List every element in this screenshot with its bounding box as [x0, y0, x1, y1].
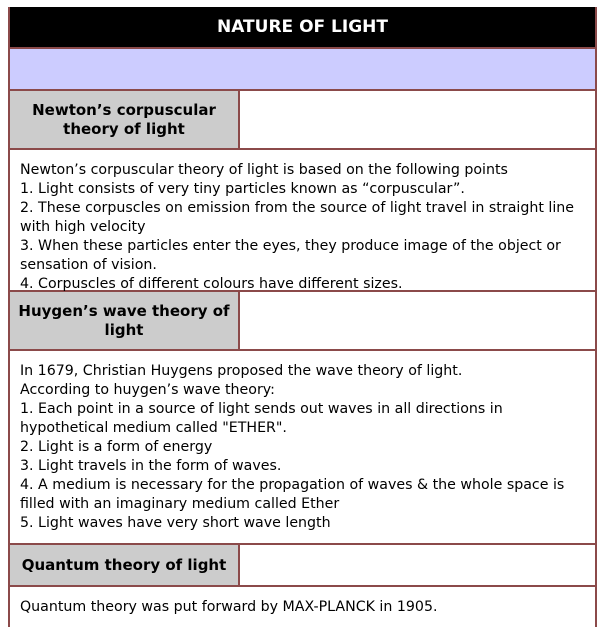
body-line: 2. Light is a form of energy — [20, 439, 213, 455]
body-line: In 1679, Christian Huygens proposed the wave theory of light. — [20, 363, 463, 379]
table-title: NATURE OF LIGHT — [10, 7, 595, 49]
section-body-quantum — [10, 587, 595, 627]
heading-line: light — [104, 320, 144, 339]
section-header-newton — [10, 91, 595, 150]
body-line: 3. When these particles enter the eyes, they produce image of the object or sensation of vision. — [20, 238, 561, 273]
section-body-huygen — [10, 351, 595, 545]
heading-line: Newton’s corpuscular — [32, 100, 216, 119]
body-line: 4. A medium is necessary for the propagation of waves & the whole space is filled with an imaginary medium called Ether — [20, 477, 565, 512]
section-heading-quantum — [10, 545, 240, 585]
blank-banner-row — [10, 49, 595, 91]
heading-line: Huygen’s wave theory of — [18, 301, 230, 320]
section-heading-newton — [10, 91, 240, 148]
body-line: 3. Light travels in the form of waves. — [20, 458, 282, 474]
heading-line: theory of light — [63, 119, 185, 138]
empty-cell — [240, 545, 595, 585]
section-body-newton — [10, 150, 595, 292]
body-line: 2. These corpuscles on emission from the source of light travel in straight line with high velocity — [20, 200, 575, 235]
nature-of-light-table — [8, 7, 597, 627]
body-line: According to huygen’s wave theory: — [20, 382, 275, 398]
body-line: 4. Corpuscles of different colours have different sizes. — [20, 276, 403, 292]
body-line: 1. Light consists of very tiny particles known as “corpuscular”. — [20, 181, 465, 197]
body-line: Quantum theory was put forward by MAX-PLANCK in 1905. — [20, 599, 438, 615]
section-heading-huygen — [10, 292, 240, 349]
section-header-quantum — [10, 545, 595, 587]
empty-cell — [240, 91, 595, 148]
empty-cell — [240, 292, 595, 349]
body-line: 5. Light waves have very short wave length — [20, 515, 331, 531]
body-line: Newton’s corpuscular theory of light is based on the following points — [20, 162, 508, 178]
section-header-huygen — [10, 292, 595, 351]
heading-line: Quantum theory of light — [21, 555, 227, 574]
body-line: 1. Each point in a source of light sends out waves in all directions in hypothetical medium called "ETHER". — [20, 401, 503, 436]
